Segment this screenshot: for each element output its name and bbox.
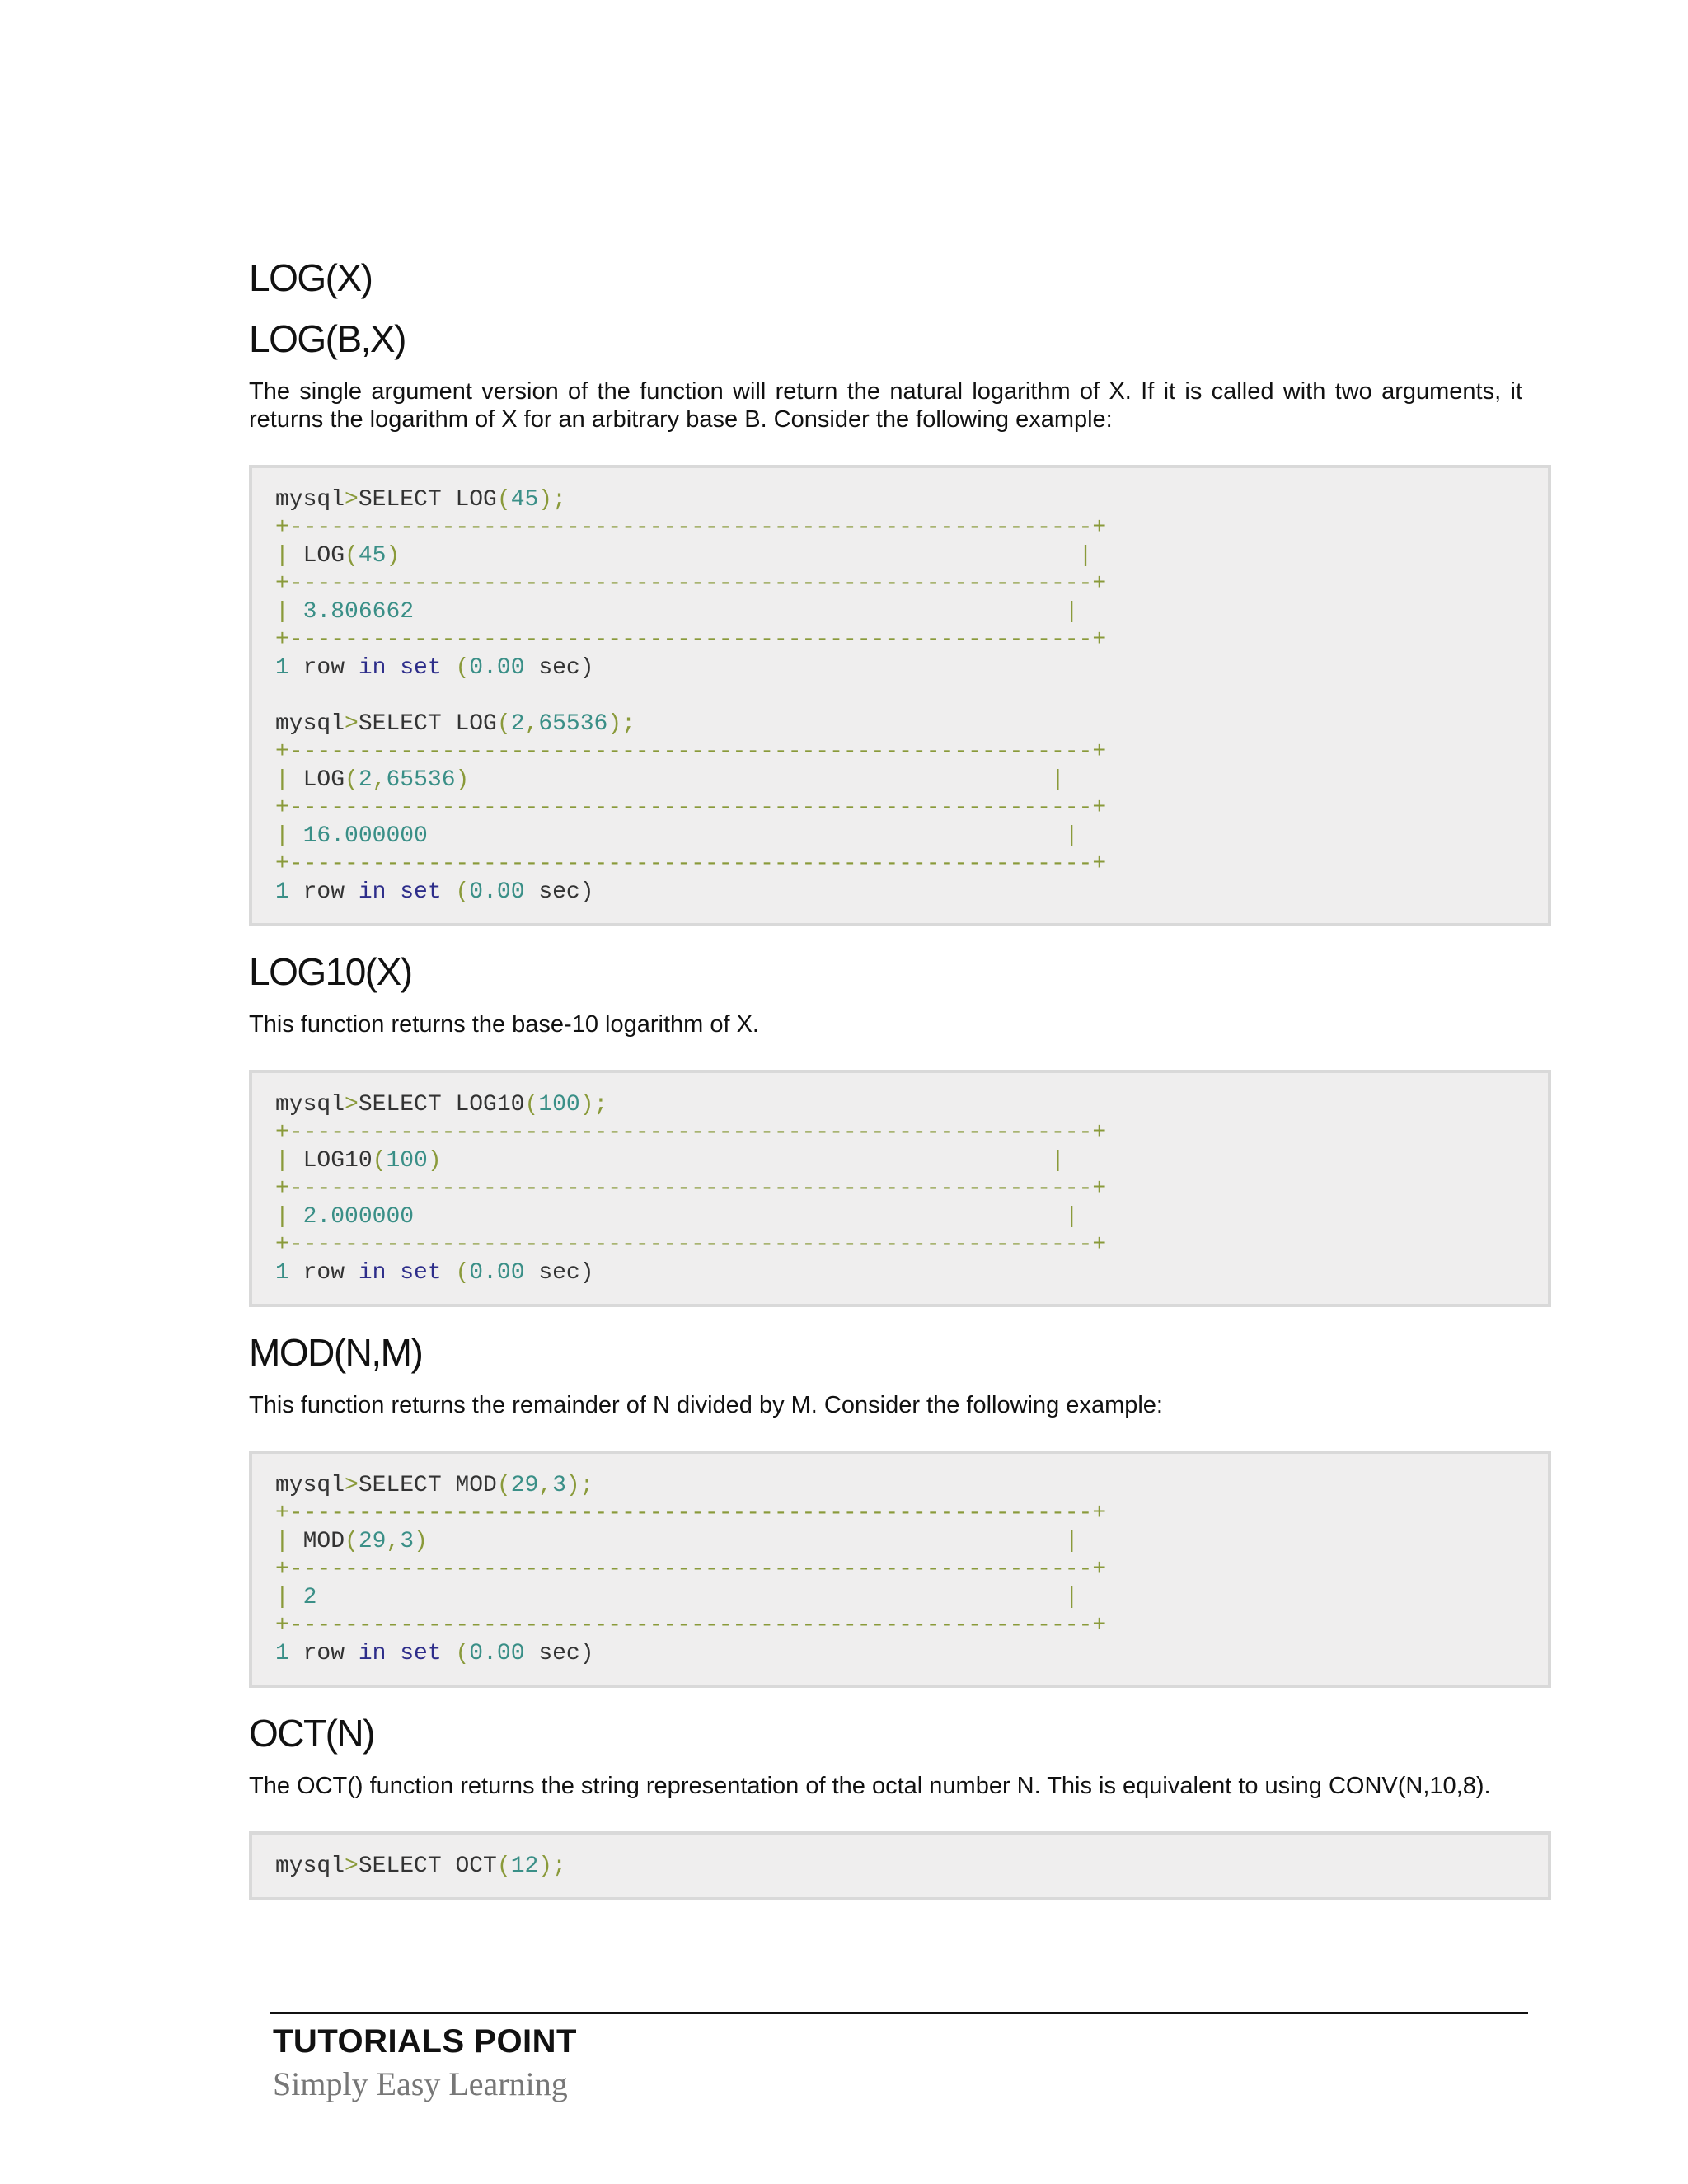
row-count-line: 1 row in set (0.00 sec) bbox=[275, 1260, 594, 1286]
code-block-mod bbox=[249, 1451, 1551, 1688]
code-line: mysql>SELECT LOG(45); bbox=[275, 487, 566, 513]
table-border: +----------------------------------------------------------+ bbox=[275, 1120, 1107, 1146]
heading-oct: OCT(N) bbox=[249, 1712, 374, 1755]
table-border: +----------------------------------------------------------+ bbox=[275, 739, 1107, 765]
footer-title: TUTORIALS POINT bbox=[273, 2023, 577, 2060]
table-value-row: | 2 | bbox=[275, 1585, 1079, 1610]
row-count-line: 1 row in set (0.00 sec) bbox=[275, 655, 594, 681]
table-value-row: | 2.000000 | bbox=[275, 1204, 1079, 1230]
row-count-line: 1 row in set (0.00 sec) bbox=[275, 1641, 594, 1666]
heading-mod: MOD(N,M) bbox=[249, 1331, 423, 1374]
table-border: +----------------------------------------------------------+ bbox=[275, 571, 1107, 597]
table-header-row: | LOG(2,65536) | bbox=[275, 767, 1065, 793]
table-value-row: | 16.000000 | bbox=[275, 823, 1079, 849]
table-border: +----------------------------------------------------------+ bbox=[275, 627, 1107, 653]
code-line: mysql>SELECT LOG10(100); bbox=[275, 1092, 608, 1118]
code-line: mysql>SELECT LOG(2,65536); bbox=[275, 711, 635, 737]
paragraph-log: The single argument version of the function will return the natural logarithm of X. If it is called with two arguments, it returns the logarithm of X for an arbitrary base B. Consider the following example: bbox=[249, 378, 1522, 433]
heading-log-b-x: LOG(B,X) bbox=[249, 317, 406, 360]
paragraph-log10: This function returns the base-10 logarithm of X. bbox=[249, 1011, 759, 1038]
table-header-row: | LOG(45) | bbox=[275, 543, 1093, 569]
table-border: +----------------------------------------------------------+ bbox=[275, 1501, 1107, 1526]
footer-subtitle: Simply Easy Learning bbox=[273, 2065, 568, 2102]
table-value-row: | 3.806662 | bbox=[275, 599, 1079, 625]
paragraph-mod: This function returns the remainder of N divided by M. Consider the following example: bbox=[249, 1392, 1163, 1418]
table-header-row: | MOD(29,3) | bbox=[275, 1529, 1079, 1554]
table-header-row: | LOG10(100) | bbox=[275, 1148, 1065, 1174]
code-line: mysql>SELECT MOD(29,3); bbox=[275, 1473, 594, 1498]
paragraph-oct: The OCT() function returns the string representation of the octal number N. This is equivalent to using CONV(N,10,8). bbox=[249, 1773, 1491, 1799]
code-block-oct bbox=[249, 1831, 1551, 1900]
heading-log-x: LOG(X) bbox=[249, 256, 373, 299]
code-line: mysql>SELECT OCT(12); bbox=[275, 1854, 566, 1879]
row-count-line: 1 row in set (0.00 sec) bbox=[275, 879, 594, 905]
footer-divider bbox=[270, 2012, 1528, 2014]
page-content bbox=[249, 247, 1551, 1915]
code-block-log10 bbox=[249, 1070, 1551, 1307]
table-border: +----------------------------------------------------------+ bbox=[275, 1232, 1107, 1258]
heading-log10: LOG10(X) bbox=[249, 950, 412, 993]
table-border: +----------------------------------------------------------+ bbox=[275, 1557, 1107, 1582]
code-block-log bbox=[249, 465, 1551, 926]
table-border: +----------------------------------------------------------+ bbox=[275, 851, 1107, 877]
table-border: +----------------------------------------------------------+ bbox=[275, 1176, 1107, 1202]
table-border: +----------------------------------------------------------+ bbox=[275, 515, 1107, 541]
table-border: +----------------------------------------------------------+ bbox=[275, 795, 1107, 821]
table-border: +----------------------------------------------------------+ bbox=[275, 1613, 1107, 1638]
